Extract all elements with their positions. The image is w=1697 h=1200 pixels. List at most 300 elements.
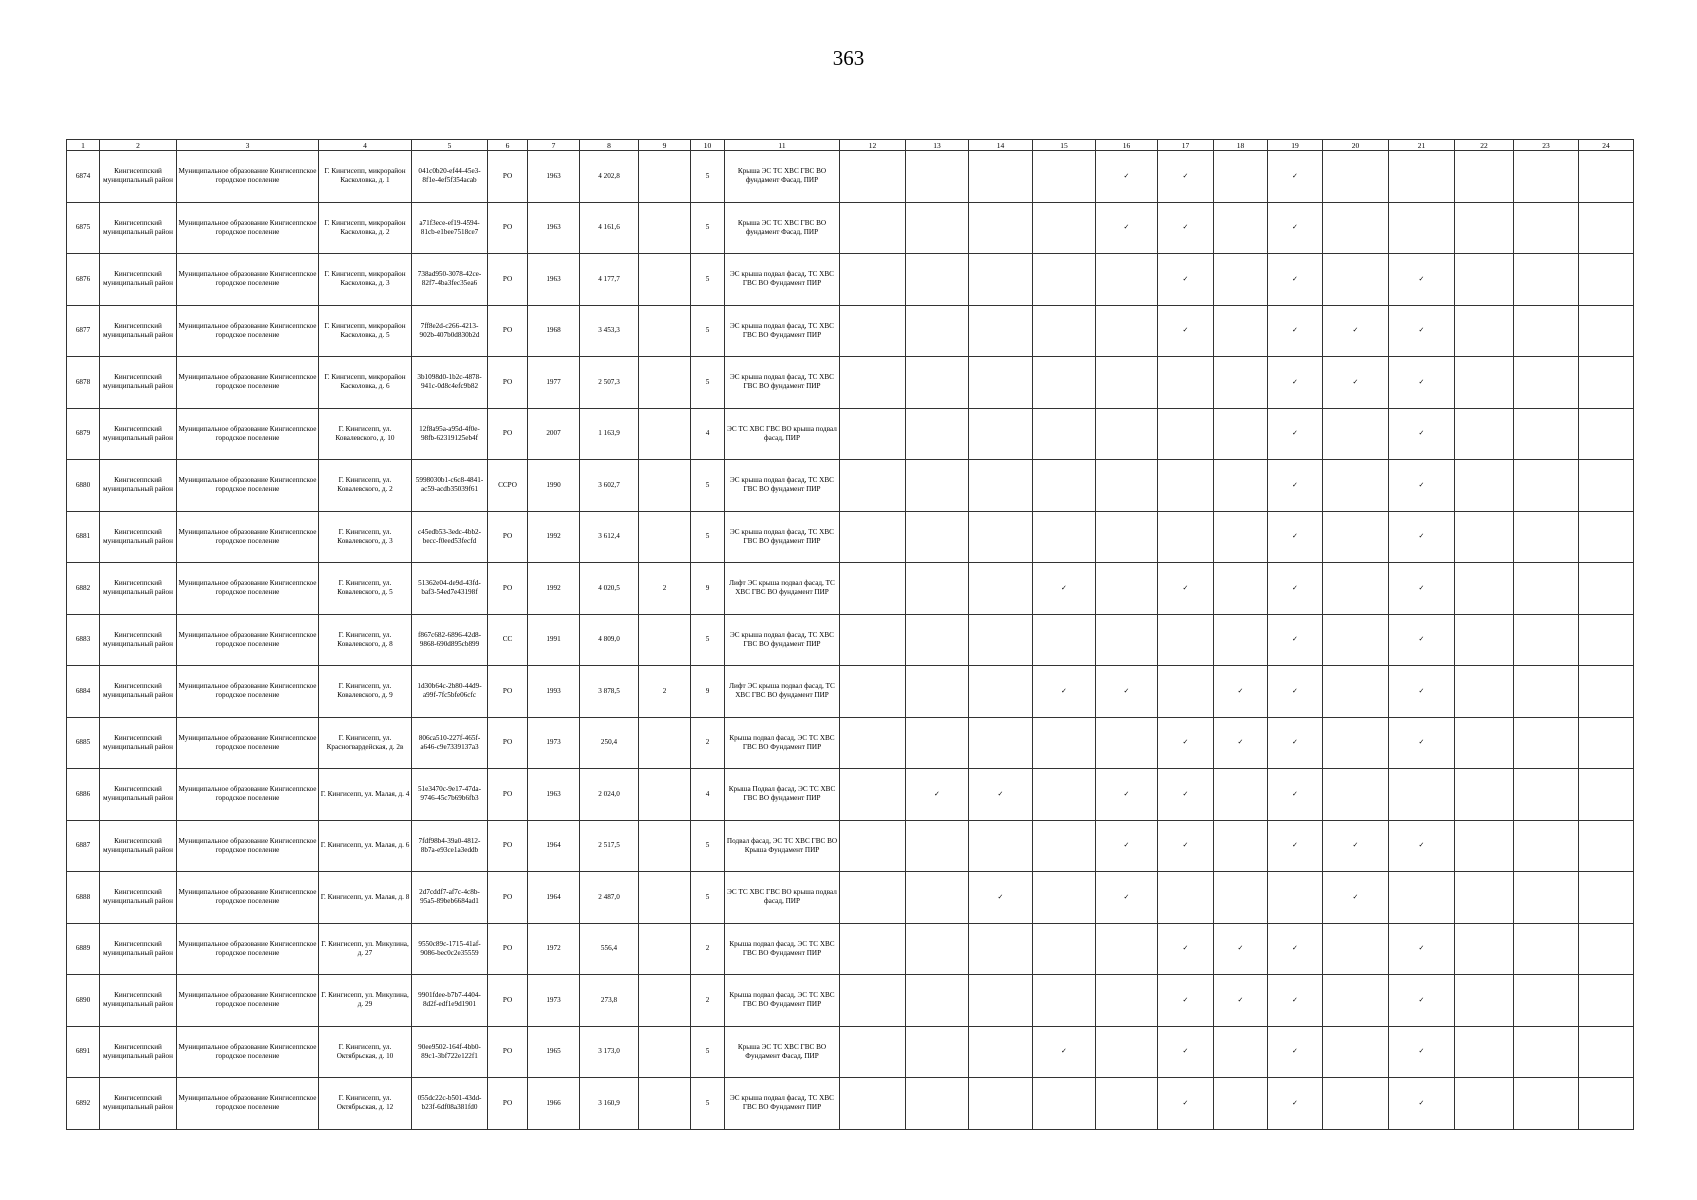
empty-cell xyxy=(906,511,969,563)
check-mark-icon: ✓ xyxy=(1033,563,1096,615)
empty-cell xyxy=(1455,923,1514,975)
district-cell: Кингисеппский муниципальный район xyxy=(100,460,177,512)
check-mark-icon: ✓ xyxy=(1268,305,1323,357)
empty-cell xyxy=(1514,975,1579,1027)
check-mark-icon: ✓ xyxy=(969,769,1033,821)
empty-cell xyxy=(969,614,1033,666)
area-cell: 4 809,0 xyxy=(580,614,639,666)
empty-cell xyxy=(969,1078,1033,1130)
empty-cell xyxy=(1514,460,1579,512)
district-cell: Кингисеппский муниципальный район xyxy=(100,717,177,769)
empty-cell xyxy=(1096,305,1158,357)
empty-cell xyxy=(969,563,1033,615)
building-type-cell: РО xyxy=(488,563,528,615)
building-code-cell: 51362e04-de9d-43fd-baf3-54ed7e43198f xyxy=(412,563,488,615)
check-mark-icon: ✓ xyxy=(1096,820,1158,872)
empty-cell xyxy=(1096,1078,1158,1130)
table-row xyxy=(67,511,1634,563)
empty-cell xyxy=(906,254,969,306)
empty-cell xyxy=(1323,202,1389,254)
empty-cell xyxy=(1214,614,1268,666)
area-cell: 3 173,0 xyxy=(580,1026,639,1078)
building-code-cell: c45edb53-3edc-4bb2-becc-f0eed53fecfd xyxy=(412,511,488,563)
check-mark-icon: ✓ xyxy=(1214,666,1268,718)
empty-cell xyxy=(1455,1026,1514,1078)
check-mark-icon: ✓ xyxy=(1268,820,1323,872)
district-cell: Кингисеппский муниципальный район xyxy=(100,820,177,872)
column-9-cell xyxy=(639,357,691,409)
empty-cell xyxy=(840,305,906,357)
column-header: 9 xyxy=(639,140,691,151)
check-mark-icon: ✓ xyxy=(1389,820,1455,872)
empty-cell xyxy=(840,717,906,769)
check-mark-icon: ✓ xyxy=(1158,820,1214,872)
empty-cell xyxy=(1579,408,1634,460)
municipality-cell: Муниципальное образование Кингисеппское городское поселение xyxy=(177,151,319,203)
building-type-cell: РО xyxy=(488,872,528,924)
address-cell: Г. Кингисепп, ул. Малая, д. 6 xyxy=(319,820,412,872)
check-mark-icon: ✓ xyxy=(1268,563,1323,615)
column-header: 8 xyxy=(580,140,639,151)
row-number: 6888 xyxy=(67,872,100,924)
empty-cell xyxy=(1033,151,1096,203)
row-number: 6876 xyxy=(67,254,100,306)
building-type-cell: РО xyxy=(488,254,528,306)
empty-cell xyxy=(1033,357,1096,409)
row-number: 6885 xyxy=(67,717,100,769)
check-mark-icon: ✓ xyxy=(1389,254,1455,306)
address-cell: Г. Кингисепп, ул. Ковалевского, д. 10 xyxy=(319,408,412,460)
empty-cell xyxy=(1214,357,1268,409)
municipality-cell: Муниципальное образование Кингисеппское городское поселение xyxy=(177,666,319,718)
year-cell: 1966 xyxy=(528,1078,580,1130)
works-cell: ЭС крыша подвал фасад, ТС ХВС ГВС ВО Фундамент ПИР xyxy=(725,1078,840,1130)
address-cell: Г. Кингисепп, ул. Ковалевского, д. 3 xyxy=(319,511,412,563)
table-row xyxy=(67,563,1634,615)
table-row xyxy=(67,254,1634,306)
year-cell: 1977 xyxy=(528,357,580,409)
empty-cell xyxy=(1033,975,1096,1027)
column-10-cell: 5 xyxy=(691,1026,725,1078)
empty-cell xyxy=(906,1026,969,1078)
empty-cell xyxy=(1323,614,1389,666)
table-row xyxy=(67,923,1634,975)
empty-cell xyxy=(1514,305,1579,357)
building-type-cell: РО xyxy=(488,151,528,203)
empty-cell xyxy=(1214,820,1268,872)
empty-cell xyxy=(840,975,906,1027)
building-code-cell: 738ad950-3078-42ce-82f7-4ba3fec35ea6 xyxy=(412,254,488,306)
works-cell: ЭС крыша подвал фасад, ТС ХВС ГВС ВО фундамент ПИР xyxy=(725,511,840,563)
column-header: 11 xyxy=(725,140,840,151)
check-mark-icon: ✓ xyxy=(1158,151,1214,203)
building-code-cell: 2d7cddf7-af7c-4c8b-95a5-89beb6684ad1 xyxy=(412,872,488,924)
address-cell: Г. Кингисепп, ул. Малая, д. 8 xyxy=(319,872,412,924)
works-cell: Лифт ЭС крыша подвал фасад, ТС ХВС ГВС ВО фундамент ПИР xyxy=(725,563,840,615)
check-mark-icon: ✓ xyxy=(1158,563,1214,615)
check-mark-icon: ✓ xyxy=(1268,769,1323,821)
empty-cell xyxy=(1514,563,1579,615)
check-mark-icon: ✓ xyxy=(906,769,969,821)
year-cell: 1992 xyxy=(528,563,580,615)
works-cell: ЭС крыша подвал фасад, ТС ХВС ГВС ВО фундамент ПИР xyxy=(725,614,840,666)
building-type-cell: ССРО xyxy=(488,460,528,512)
empty-cell xyxy=(1214,151,1268,203)
district-cell: Кингисеппский муниципальный район xyxy=(100,923,177,975)
works-cell: ЭС крыша подвал фасад, ТС ХВС ГВС ВО Фундамент ПИР xyxy=(725,305,840,357)
works-cell: Крыша подвал фасад, ЭС ТС ХВС ГВС ВО Фундамент ПИР xyxy=(725,975,840,1027)
check-mark-icon: ✓ xyxy=(1158,1026,1214,1078)
row-number: 6882 xyxy=(67,563,100,615)
building-code-cell: 055dc22c-b501-43dd-b23f-6df08a381fd0 xyxy=(412,1078,488,1130)
empty-cell xyxy=(1158,614,1214,666)
column-header: 24 xyxy=(1579,140,1634,151)
empty-cell xyxy=(1455,666,1514,718)
works-cell: ЭС крыша подвал фасад, ТС ХВС ГВС ВО фундамент ПИР xyxy=(725,460,840,512)
empty-cell xyxy=(1214,202,1268,254)
empty-cell xyxy=(969,666,1033,718)
year-cell: 1992 xyxy=(528,511,580,563)
check-mark-icon: ✓ xyxy=(1268,151,1323,203)
check-mark-icon: ✓ xyxy=(1214,975,1268,1027)
table-row xyxy=(67,769,1634,821)
municipality-cell: Муниципальное образование Кингисеппское городское поселение xyxy=(177,408,319,460)
area-cell: 250,4 xyxy=(580,717,639,769)
check-mark-icon: ✓ xyxy=(1268,1026,1323,1078)
district-cell: Кингисеппский муниципальный район xyxy=(100,872,177,924)
column-9-cell xyxy=(639,151,691,203)
area-cell: 3 453,3 xyxy=(580,305,639,357)
column-9-cell xyxy=(639,408,691,460)
district-cell: Кингисеппский муниципальный район xyxy=(100,614,177,666)
empty-cell xyxy=(1579,460,1634,512)
column-10-cell: 9 xyxy=(691,563,725,615)
empty-cell xyxy=(1514,408,1579,460)
check-mark-icon: ✓ xyxy=(1033,1026,1096,1078)
empty-cell xyxy=(906,975,969,1027)
check-mark-icon: ✓ xyxy=(1323,820,1389,872)
column-header: 4 xyxy=(319,140,412,151)
empty-cell xyxy=(969,923,1033,975)
empty-cell xyxy=(906,151,969,203)
column-9-cell xyxy=(639,460,691,512)
municipality-cell: Муниципальное образование Кингисеппское городское поселение xyxy=(177,511,319,563)
empty-cell xyxy=(1214,408,1268,460)
empty-cell xyxy=(1455,305,1514,357)
empty-cell xyxy=(906,666,969,718)
column-10-cell: 5 xyxy=(691,872,725,924)
empty-cell xyxy=(969,717,1033,769)
check-mark-icon: ✓ xyxy=(1389,666,1455,718)
empty-cell xyxy=(1214,305,1268,357)
address-cell: Г. Кингисепп, микрорайон Касколовка, д. 5 xyxy=(319,305,412,357)
building-code-cell: 51e3470c-9e17-47da-9746-45c7b69b6fb3 xyxy=(412,769,488,821)
municipality-cell: Муниципальное образование Кингисеппское городское поселение xyxy=(177,923,319,975)
column-header: 19 xyxy=(1268,140,1323,151)
check-mark-icon: ✓ xyxy=(1389,408,1455,460)
works-cell: Лифт ЭС крыша подвал фасад, ТС ХВС ГВС ВО фундамент ПИР xyxy=(725,666,840,718)
empty-cell xyxy=(840,872,906,924)
building-type-cell: РО xyxy=(488,923,528,975)
municipality-cell: Муниципальное образование Кингисеппское городское поселение xyxy=(177,305,319,357)
empty-cell xyxy=(1033,202,1096,254)
empty-cell xyxy=(906,614,969,666)
empty-cell xyxy=(1455,511,1514,563)
empty-cell xyxy=(1096,923,1158,975)
empty-cell xyxy=(1268,872,1323,924)
empty-cell xyxy=(1514,666,1579,718)
empty-cell xyxy=(1323,1078,1389,1130)
address-cell: Г. Кингисепп, ул. Октябрьская, д. 12 xyxy=(319,1078,412,1130)
empty-cell xyxy=(840,769,906,821)
works-cell: Крыша подвал фасад, ЭС ТС ХВС ГВС ВО Фундамент ПИР xyxy=(725,717,840,769)
district-cell: Кингисеппский муниципальный район xyxy=(100,202,177,254)
row-number: 6886 xyxy=(67,769,100,821)
check-mark-icon: ✓ xyxy=(1096,872,1158,924)
column-9-cell xyxy=(639,511,691,563)
empty-cell xyxy=(1579,1078,1634,1130)
empty-cell xyxy=(969,305,1033,357)
area-cell: 4 202,8 xyxy=(580,151,639,203)
empty-cell xyxy=(1323,151,1389,203)
empty-cell xyxy=(906,872,969,924)
empty-cell xyxy=(1455,151,1514,203)
address-cell: Г. Кингисепп, ул. Ковалевского, д. 5 xyxy=(319,563,412,615)
row-number: 6874 xyxy=(67,151,100,203)
address-cell: Г. Кингисепп, микрорайон Касколовка, д. 2 xyxy=(319,202,412,254)
address-cell: Г. Кингисепп, ул. Микулина, д. 29 xyxy=(319,975,412,1027)
year-cell: 2007 xyxy=(528,408,580,460)
building-code-cell: 1d30b64c-2b80-44d9-a99f-7fc5bfe06cfc xyxy=(412,666,488,718)
check-mark-icon: ✓ xyxy=(969,872,1033,924)
works-cell: Крыша ЭС ТС ХВС ГВС ВО фундамент Фасад, ПИР xyxy=(725,202,840,254)
building-type-cell: РО xyxy=(488,820,528,872)
works-cell: ЭС крыша подвал фасад, ТС ХВС ГВС ВО фундамент ПИР xyxy=(725,357,840,409)
municipality-cell: Муниципальное образование Кингисеппское городское поселение xyxy=(177,614,319,666)
building-type-cell: РО xyxy=(488,202,528,254)
municipality-cell: Муниципальное образование Кингисеппское городское поселение xyxy=(177,563,319,615)
check-mark-icon: ✓ xyxy=(1268,357,1323,409)
empty-cell xyxy=(969,254,1033,306)
building-type-cell: РО xyxy=(488,769,528,821)
empty-cell xyxy=(1033,460,1096,512)
building-code-cell: 12f8a95a-a95d-4f0e-98fb-62319125eb4f xyxy=(412,408,488,460)
check-mark-icon: ✓ xyxy=(1323,357,1389,409)
area-cell: 2 487,0 xyxy=(580,872,639,924)
empty-cell xyxy=(1455,614,1514,666)
address-cell: Г. Кингисепп, ул. Ковалевского, д. 9 xyxy=(319,666,412,718)
empty-cell xyxy=(1323,975,1389,1027)
check-mark-icon: ✓ xyxy=(1268,923,1323,975)
row-number: 6892 xyxy=(67,1078,100,1130)
municipality-cell: Муниципальное образование Кингисеппское городское поселение xyxy=(177,872,319,924)
area-cell: 3 612,4 xyxy=(580,511,639,563)
column-9-cell xyxy=(639,202,691,254)
municipality-cell: Муниципальное образование Кингисеппское городское поселение xyxy=(177,202,319,254)
works-cell: Крыша ЭС ТС ХВС ГВС ВО фундамент Фасад, ПИР xyxy=(725,151,840,203)
table-row xyxy=(67,717,1634,769)
row-number: 6879 xyxy=(67,408,100,460)
empty-cell xyxy=(1158,408,1214,460)
check-mark-icon: ✓ xyxy=(1158,717,1214,769)
column-10-cell: 5 xyxy=(691,202,725,254)
area-cell: 3 160,9 xyxy=(580,1078,639,1130)
empty-cell xyxy=(906,923,969,975)
empty-cell xyxy=(1455,975,1514,1027)
empty-cell xyxy=(1579,305,1634,357)
check-mark-icon: ✓ xyxy=(1268,1078,1323,1130)
row-number: 6877 xyxy=(67,305,100,357)
check-mark-icon: ✓ xyxy=(1033,666,1096,718)
check-mark-icon: ✓ xyxy=(1158,254,1214,306)
empty-cell xyxy=(1455,357,1514,409)
empty-cell xyxy=(969,151,1033,203)
empty-cell xyxy=(1514,357,1579,409)
row-number: 6875 xyxy=(67,202,100,254)
check-mark-icon: ✓ xyxy=(1389,460,1455,512)
column-10-cell: 4 xyxy=(691,408,725,460)
empty-cell xyxy=(1158,666,1214,718)
building-code-cell: 7fdf98b4-39a0-4812-8b7a-e93ce1a3eddb xyxy=(412,820,488,872)
year-cell: 1993 xyxy=(528,666,580,718)
column-10-cell: 5 xyxy=(691,1078,725,1130)
empty-cell xyxy=(906,563,969,615)
empty-cell xyxy=(1033,872,1096,924)
empty-cell xyxy=(1096,563,1158,615)
column-9-cell xyxy=(639,820,691,872)
empty-cell xyxy=(969,202,1033,254)
year-cell: 1965 xyxy=(528,1026,580,1078)
column-header: 12 xyxy=(840,140,906,151)
table-row xyxy=(67,666,1634,718)
column-header: 3 xyxy=(177,140,319,151)
column-10-cell: 5 xyxy=(691,151,725,203)
row-number: 6890 xyxy=(67,975,100,1027)
address-cell: Г. Кингисепп, ул. Малая, д. 4 xyxy=(319,769,412,821)
empty-cell xyxy=(1214,1026,1268,1078)
check-mark-icon: ✓ xyxy=(1268,975,1323,1027)
empty-cell xyxy=(1214,1078,1268,1130)
empty-cell xyxy=(1455,460,1514,512)
empty-cell xyxy=(906,460,969,512)
column-9-cell xyxy=(639,769,691,821)
municipality-cell: Муниципальное образование Кингисеппское городское поселение xyxy=(177,769,319,821)
empty-cell xyxy=(1514,769,1579,821)
address-cell: Г. Кингисепп, микрорайон Касколовка, д. 1 xyxy=(319,151,412,203)
row-number: 6887 xyxy=(67,820,100,872)
building-type-cell: СС xyxy=(488,614,528,666)
empty-cell xyxy=(1579,254,1634,306)
column-10-cell: 5 xyxy=(691,511,725,563)
table-row xyxy=(67,1078,1634,1130)
area-cell: 2 507,3 xyxy=(580,357,639,409)
empty-cell xyxy=(1323,923,1389,975)
registry-table xyxy=(66,139,1634,1130)
empty-cell xyxy=(1579,614,1634,666)
empty-cell xyxy=(1514,254,1579,306)
empty-cell xyxy=(1214,511,1268,563)
column-10-cell: 2 xyxy=(691,975,725,1027)
empty-cell xyxy=(1323,254,1389,306)
column-9-cell: 2 xyxy=(639,666,691,718)
building-type-cell: РО xyxy=(488,357,528,409)
table-row xyxy=(67,872,1634,924)
municipality-cell: Муниципальное образование Кингисеппское городское поселение xyxy=(177,460,319,512)
column-header: 6 xyxy=(488,140,528,151)
check-mark-icon: ✓ xyxy=(1323,305,1389,357)
empty-cell xyxy=(1455,1078,1514,1130)
area-cell: 273,8 xyxy=(580,975,639,1027)
table-row xyxy=(67,202,1634,254)
municipality-cell: Муниципальное образование Кингисеппское городское поселение xyxy=(177,820,319,872)
column-header: 14 xyxy=(969,140,1033,151)
empty-cell xyxy=(1389,769,1455,821)
building-code-cell: 7ff8e2d-c266-4213-902b-407b0d830b2d xyxy=(412,305,488,357)
address-cell: Г. Кингисепп, ул. Микулина, д. 27 xyxy=(319,923,412,975)
empty-cell xyxy=(1096,614,1158,666)
district-cell: Кингисеппский муниципальный район xyxy=(100,254,177,306)
row-number: 6878 xyxy=(67,357,100,409)
empty-cell xyxy=(1158,872,1214,924)
empty-cell xyxy=(1389,202,1455,254)
district-cell: Кингисеппский муниципальный район xyxy=(100,1026,177,1078)
area-cell: 4 020,5 xyxy=(580,563,639,615)
empty-cell xyxy=(1579,975,1634,1027)
address-cell: Г. Кингисепп, ул. Красногвардейская, д. 2в xyxy=(319,717,412,769)
column-header: 21 xyxy=(1389,140,1455,151)
empty-cell xyxy=(840,923,906,975)
row-number: 6884 xyxy=(67,666,100,718)
page-number: 363 xyxy=(832,46,865,70)
empty-cell xyxy=(1096,1026,1158,1078)
column-10-cell: 5 xyxy=(691,460,725,512)
district-cell: Кингисеппский муниципальный район xyxy=(100,769,177,821)
check-mark-icon: ✓ xyxy=(1268,717,1323,769)
empty-cell xyxy=(840,1026,906,1078)
empty-cell xyxy=(1579,357,1634,409)
district-cell: Кингисеппский муниципальный район xyxy=(100,666,177,718)
empty-cell xyxy=(1323,511,1389,563)
empty-cell xyxy=(840,511,906,563)
check-mark-icon: ✓ xyxy=(1268,511,1323,563)
year-cell: 1963 xyxy=(528,202,580,254)
empty-cell xyxy=(1214,563,1268,615)
check-mark-icon: ✓ xyxy=(1389,511,1455,563)
empty-cell xyxy=(1096,717,1158,769)
address-cell: Г. Кингисепп, микрорайон Касколовка, д. 3 xyxy=(319,254,412,306)
empty-cell xyxy=(1033,923,1096,975)
works-cell: ЭС ТС ХВС ГВС ВО крыша подвал фасад, ПИР xyxy=(725,872,840,924)
row-number: 6881 xyxy=(67,511,100,563)
works-cell: Крыша подвал фасад, ЭС ТС ХВС ГВС ВО Фундамент ПИР xyxy=(725,923,840,975)
building-code-cell: 9550c89c-1715-41af-9086-bec0c2e35559 xyxy=(412,923,488,975)
empty-cell xyxy=(840,254,906,306)
year-cell: 1964 xyxy=(528,872,580,924)
area-cell: 2 517,5 xyxy=(580,820,639,872)
check-mark-icon: ✓ xyxy=(1323,872,1389,924)
district-cell: Кингисеппский муниципальный район xyxy=(100,511,177,563)
column-9-cell xyxy=(639,254,691,306)
year-cell: 1963 xyxy=(528,769,580,821)
area-cell: 4 161,6 xyxy=(580,202,639,254)
check-mark-icon: ✓ xyxy=(1214,923,1268,975)
row-number: 6880 xyxy=(67,460,100,512)
column-10-cell: 9 xyxy=(691,666,725,718)
table-row xyxy=(67,151,1634,203)
empty-cell xyxy=(969,1026,1033,1078)
empty-cell xyxy=(1096,254,1158,306)
table-header-row xyxy=(67,140,1634,151)
